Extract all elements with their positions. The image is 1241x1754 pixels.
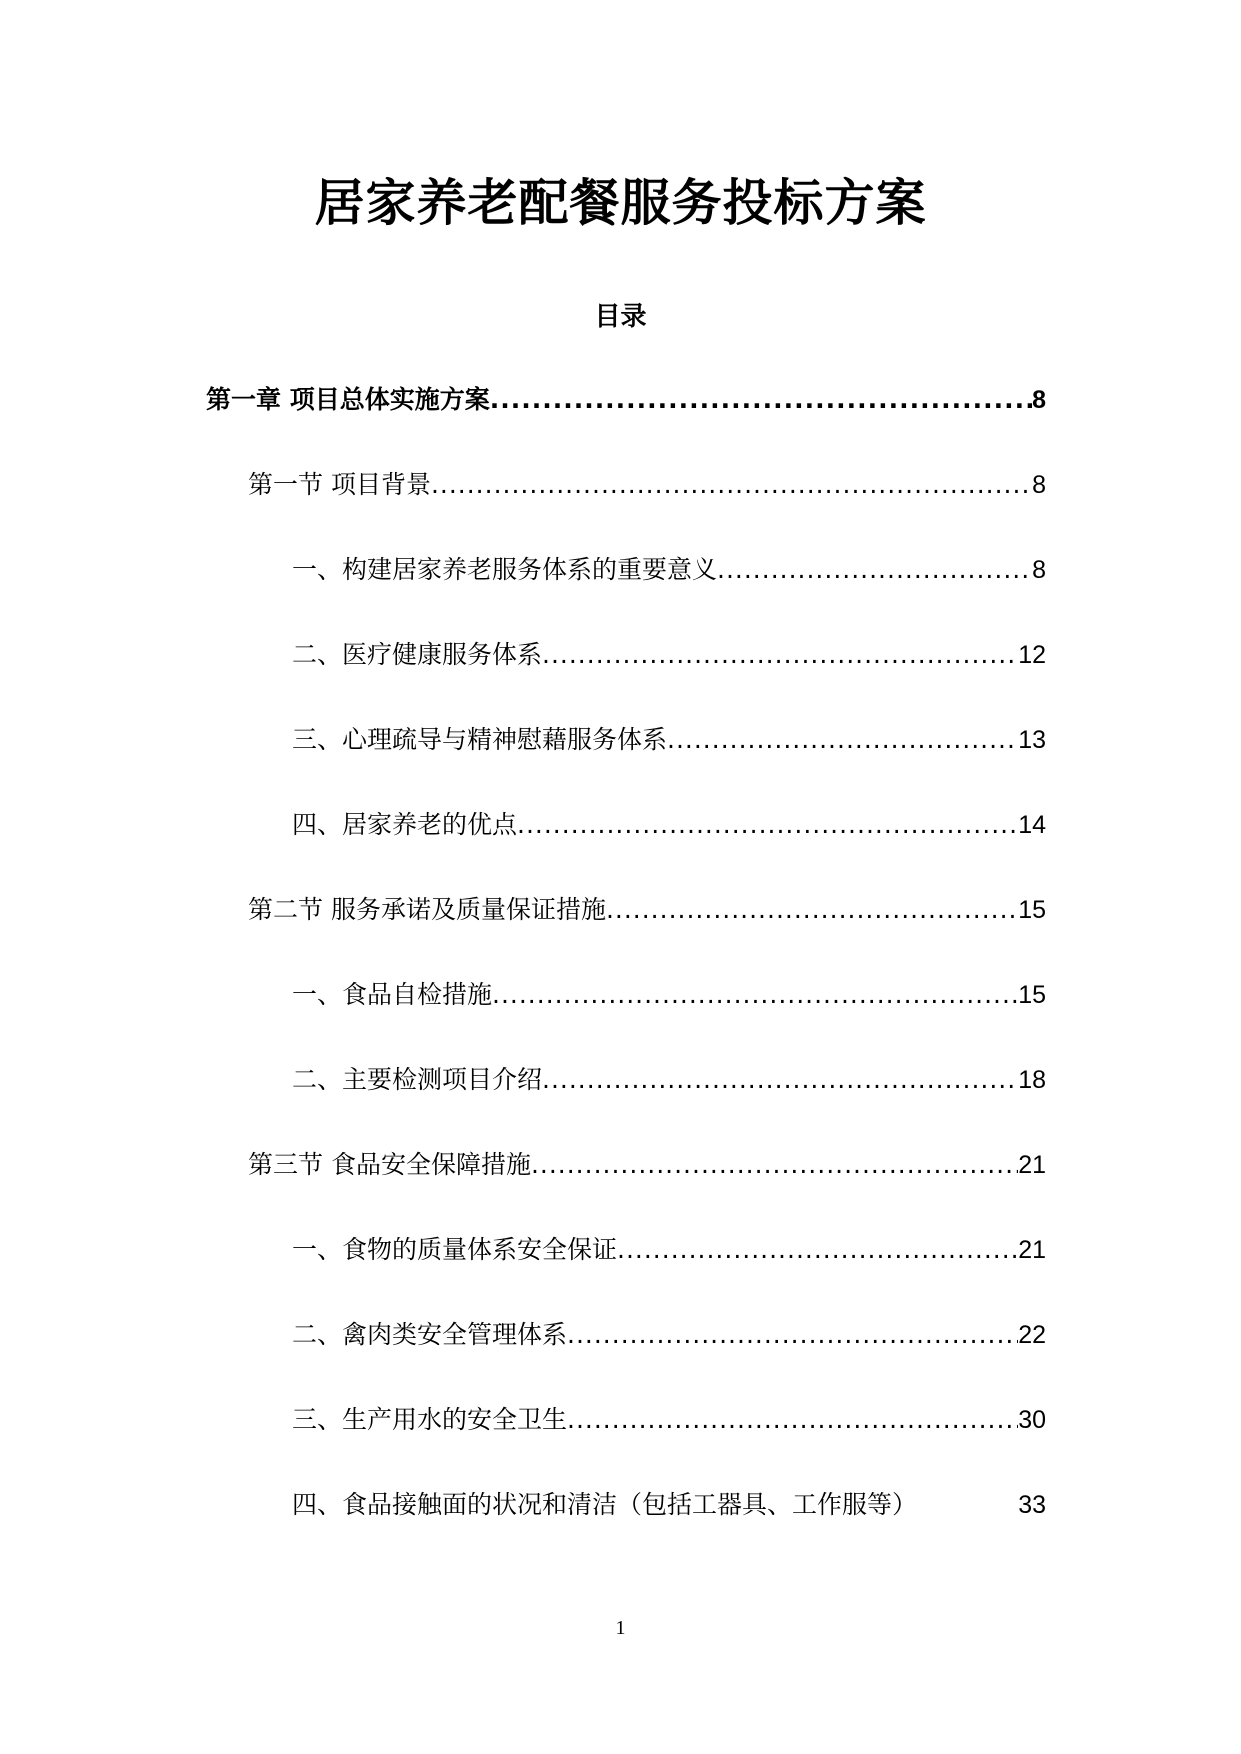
page-number: 1 <box>615 1617 626 1639</box>
toc-entry-page: 13 <box>1018 726 1046 754</box>
toc-leader-dots <box>531 1148 1018 1182</box>
document-title: 居家养老配餐服务投标方案 <box>314 174 927 232</box>
toc-entry-page: 15 <box>1018 981 1046 1009</box>
toc-entry-page: 30 <box>1018 1406 1046 1434</box>
toc-leader-dots <box>492 978 1018 1012</box>
toc-leader-dots <box>606 893 1018 927</box>
toc-leader-dots <box>567 1403 1018 1437</box>
toc-entry-subsection[interactable] <box>0 638 1241 723</box>
toc-entry-title: 一、食品自检措施 <box>292 980 493 1009</box>
toc-entry-subsection[interactable] <box>0 1403 1241 1488</box>
toc-entry-subsection[interactable] <box>0 723 1241 808</box>
toc-leader-dots <box>667 723 1018 757</box>
toc-entry-page: 33 <box>1018 1491 1046 1519</box>
toc-entry-title: 一、食物的质量体系安全保证 <box>292 1235 618 1264</box>
toc-entry-page: 18 <box>1018 1066 1046 1094</box>
toc-entry-page: 15 <box>1018 896 1046 924</box>
toc-entry-page: 8 <box>1032 386 1046 414</box>
toc-leader-dots <box>717 553 1032 587</box>
toc-entry-title: 第二节 服务承诺及质量保证措施 <box>248 895 606 924</box>
toc-entry-title: 第一节 项目背景 <box>248 470 431 499</box>
toc-entry-subsection[interactable] <box>0 808 1241 893</box>
toc-entry-section-2[interactable] <box>0 893 1241 978</box>
toc-entry-subsection[interactable] <box>0 1233 1241 1318</box>
toc-leader-dots <box>617 1233 1018 1267</box>
toc-entry-subsection[interactable] <box>0 1063 1241 1148</box>
toc-heading: 目录 <box>594 302 647 332</box>
toc-entry-page: 12 <box>1018 641 1046 669</box>
toc-entry-page: 22 <box>1018 1321 1046 1349</box>
toc-leader-dots <box>567 1318 1018 1352</box>
toc-entry-page: 8 <box>1032 556 1046 584</box>
toc-leader-dots <box>517 808 1018 842</box>
toc-leader-dots <box>542 638 1018 672</box>
toc-entry-chapter-1[interactable] <box>0 383 1241 468</box>
toc-entry-section-3[interactable] <box>0 1148 1241 1233</box>
toc-entry-title: 二、禽肉类安全管理体系 <box>292 1320 568 1349</box>
toc-entry-title: 一、构建居家养老服务体系的重要意义 <box>292 555 718 584</box>
toc-entry-page: 14 <box>1018 811 1046 839</box>
toc-entry-title: 二、主要检测项目介绍 <box>292 1065 543 1094</box>
toc-entry-subsection[interactable] <box>0 1318 1241 1403</box>
toc-entry-subsection[interactable] <box>0 1488 1241 1573</box>
toc-entry-title: 四、食品接触面的状况和清洁（包括工器具、工作服等） <box>292 1490 918 1519</box>
toc-entry-subsection[interactable] <box>0 553 1241 638</box>
toc-entry-title: 第一章 项目总体实施方案 <box>206 385 490 414</box>
toc-entry-title: 四、居家养老的优点 <box>292 810 518 839</box>
toc-leader-dots <box>431 468 1032 502</box>
toc-entry-subsection[interactable] <box>0 978 1241 1063</box>
toc-entry-section-1[interactable] <box>0 468 1241 553</box>
toc-entry-page: 8 <box>1032 471 1046 499</box>
toc-leader-dots <box>490 383 1032 417</box>
toc-leader-dots <box>542 1063 1018 1097</box>
toc-entry-page: 21 <box>1018 1151 1046 1179</box>
table-of-contents <box>0 383 1241 1573</box>
toc-entry-title: 第三节 食品安全保障措施 <box>248 1150 531 1179</box>
toc-entry-title: 三、生产用水的安全卫生 <box>292 1405 568 1434</box>
toc-entry-title: 三、心理疏导与精神慰藉服务体系 <box>292 725 668 754</box>
toc-entry-title: 二、医疗健康服务体系 <box>292 640 543 669</box>
toc-entry-page: 21 <box>1018 1236 1046 1264</box>
